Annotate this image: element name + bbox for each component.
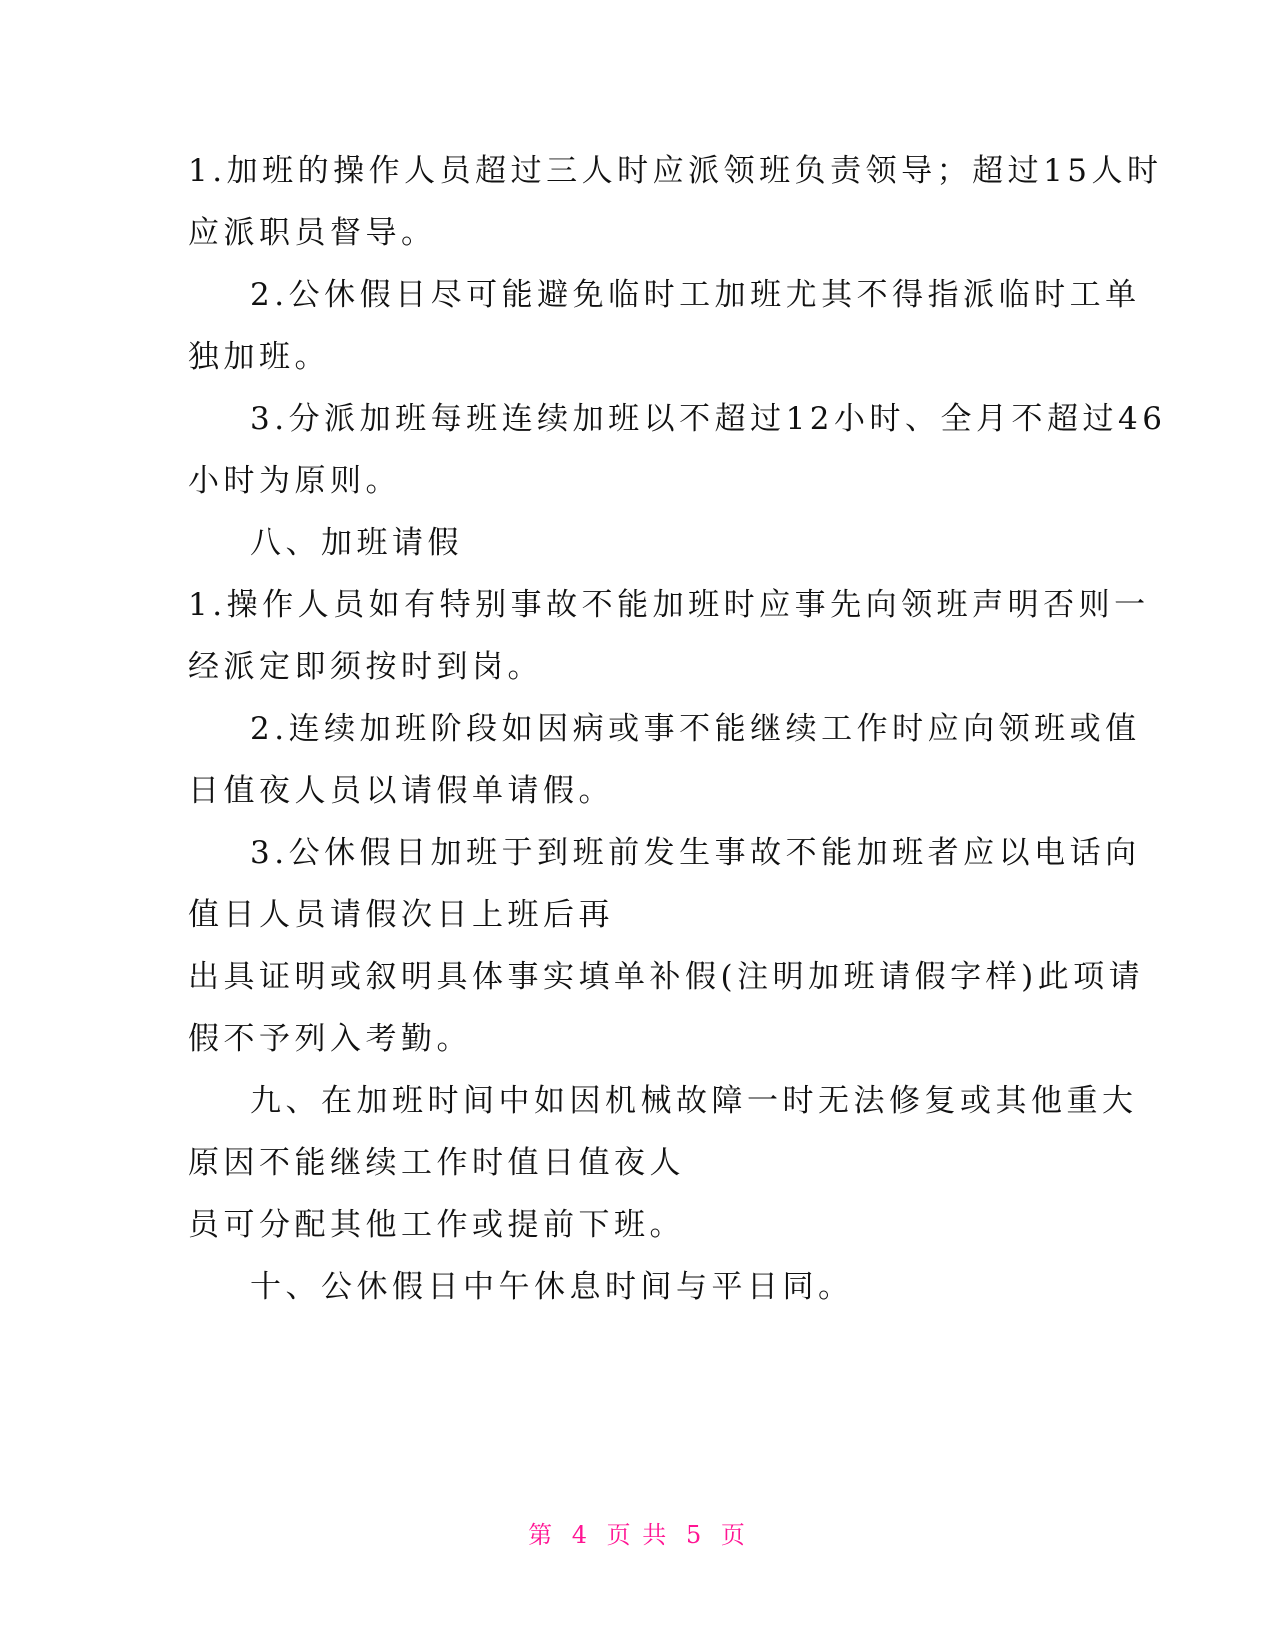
body-line-18: 员可分配其他工作或提前下班。 [188,1207,685,1243]
footer-middle: 页 共 [606,1521,669,1549]
page-footer [0,1515,1275,1550]
section-heading-10: 十、公休假日中午休息时间与平日同。 [250,1269,854,1305]
body-line-15: 假不予列入考勤。 [188,1021,472,1057]
body-line-13: 值日人员请假次日上班后再 [188,897,614,933]
footer-suffix: 页 [720,1521,747,1549]
footer-prefix: 第 [528,1521,555,1549]
body-line-10: 2.连续加班阶段如因病或事不能继续工作时应向领班或值 [250,711,1141,747]
document-body [188,140,1167,1318]
body-line-9: 经派定即须按时到岗。 [188,649,543,685]
body-line-2: 应派职员督导。 [188,215,437,251]
body-line-5: 3.分派加班每班连续加班以不超过12小时、全月不超过46 [250,401,1167,437]
body-line-17: 原因不能继续工作时值日值夜人 [188,1145,685,1181]
body-line-6: 小时为原则。 [188,463,401,499]
section-heading-9: 九、在加班时间中如因机械故障一时无法修复或其他重大 [250,1083,1138,1119]
body-line-12: 3.公休假日加班于到班前发生事故不能加班者应以电话向 [250,835,1141,871]
body-line-8: 1.操作人员如有特别事故不能加班时应事先向领班声明否则一 [188,587,1150,623]
body-line-1: 1.加班的操作人员超过三人时应派领班负责领导；超过15人时 [188,153,1163,189]
body-line-14: 出具证明或叙明具体事实填单补假(注明加班请假字样)此项请 [188,959,1145,995]
body-line-4: 独加班。 [188,339,330,375]
footer-total-pages: 5 [685,1521,704,1549]
body-line-3: 2.公休假日尽可能避免临时工加班尤其不得指派临时工单 [250,277,1141,313]
body-line-11: 日值夜人员以请假单请假。 [188,773,614,809]
footer-current-page: 4 [571,1521,590,1549]
section-heading-8: 八、加班请假 [250,525,463,561]
